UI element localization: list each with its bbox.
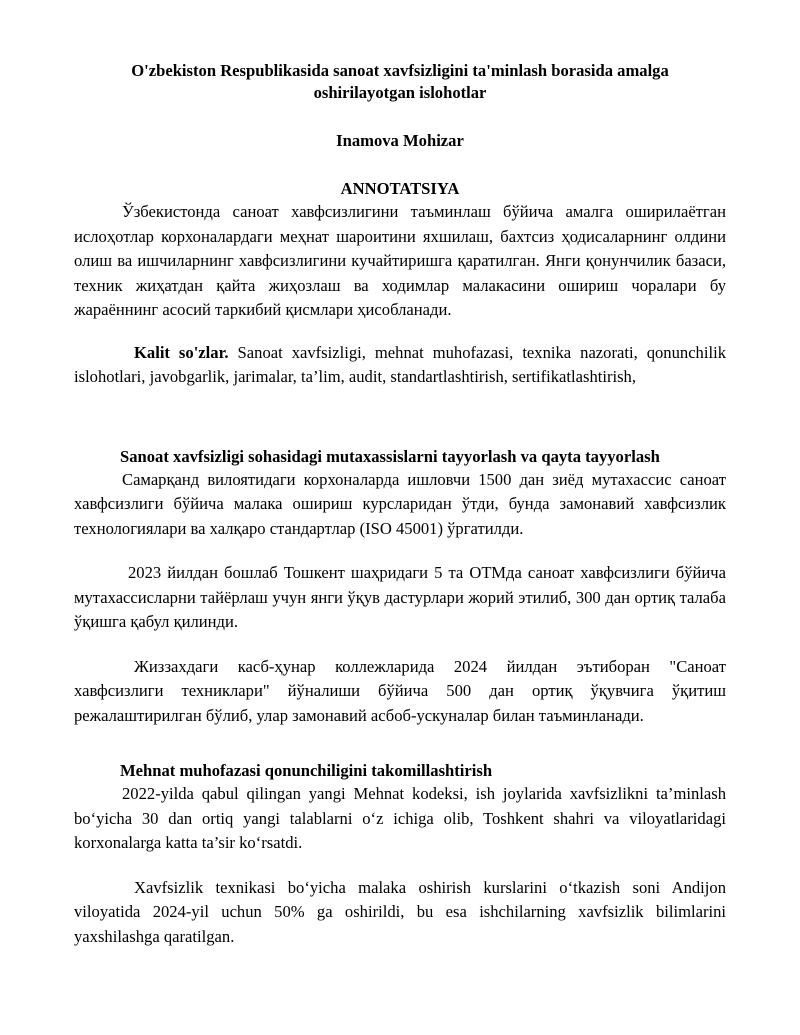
section2-paragraph-2: Xavfsizlik texnikasi bo‘yicha malaka oshirish kurslarini o‘tkazish soni Andijon viloyatida 2024-yil uchun 50% ga oshirildi, bu esa ishchilarning xavfsizlik bilimlarini yaxshilashga qaratilgan. [74, 877, 726, 946]
keywords-text: Sanoat xavfsizligi, mehnat muhofazasi, texnika nazorati, qonunchilik islohotlari, javobgarlik, jarimalar, ta’lim, audit, standartlashtirish, sertifikatlashtirish, [74, 342, 726, 386]
section-heading-training: Sanoat xavfsizligi sohasidagi mutaxassislarni tayyorlash va qayta tayyorlash [120, 446, 660, 466]
keywords-label: Kalit so'zlar. [134, 342, 229, 362]
section2-paragraph-1: 2022-yilda qabul qilingan yangi Mehnat kodeksi, ish joylarida xavfsizlikni ta’minlash bo‘yicha 30 dan ortiq yangi talablarni o‘z ichiga olib, Toshkent shahri va viloyatlaridagi korxonalarga katta ta’sir ko‘rsatdi. [74, 784, 726, 852]
title-line-2: oshirilayotgan islohotlar [313, 83, 487, 102]
document-page [74, 60, 726, 949]
section1-paragraph-2: 2023 йилдан бошлаб Тошкент шаҳридаги 5 та ОТМда саноат хавфсизлиги бўйича мутахассисларни тайёрлаш учун янги ўқув дастурлари жорий этилиб, 300 дан ортиқ талаба ўқишга қабул қилинди. [74, 563, 726, 631]
annotation-paragraph: Ўзбекистонда саноат хавфсизлигини таъминлаш бўйича амалга оширилаётган ислоҳотлар корхоналардаги меҳнат шароитини яхшилаш, бахтсиз ҳодисаларнинг олдини олиш ва ишчиларнинг хавфсизлигини кучайтиришга қаратилган. Янги қонунчилик базаси, техник жиҳатдан қайта жиҳозлаш ва ходимлар малакасини ошириш чоралари бу жараённинг асосий таркибий қисмлари ҳисобланади. [74, 202, 726, 319]
title-line-1: O'zbekiston Respublikasida sanoat xavfsizligini ta'minlash borasida amalga [131, 61, 669, 80]
section-heading-legislation: Mehnat muhofazasi qonunchiligini takomillashtirish [120, 761, 493, 780]
annotation-heading: ANNOTATSIYA [340, 179, 460, 198]
section1-paragraph-1: Самарқанд вилоятидаги корхоналарда ишловчи 1500 дан зиёд мутахассис саноат хавфсизлиги бўйича малака ошириш курсларидан ўтди, бунда замонавий хавфсизлик технологиялари ва халқаро стандартлар (ISO 45001) ўргатилди. [74, 469, 726, 538]
section1-paragraph-3: Жиззахдаги касб-ҳунар коллежларида 2024 йилдан эътиборан "Саноат хавфсизлиги техниклари" йўналиши бўйича 500 дан ортиқ ўқувчига ўқитиш режалаштирилган бўлиб, улар замонавий асбоб-ускуналар билан таъминланади. [74, 656, 726, 725]
document-title [74, 60, 726, 104]
author-name: Inamova Mohizar [336, 131, 464, 150]
keywords-paragraph [74, 341, 726, 390]
